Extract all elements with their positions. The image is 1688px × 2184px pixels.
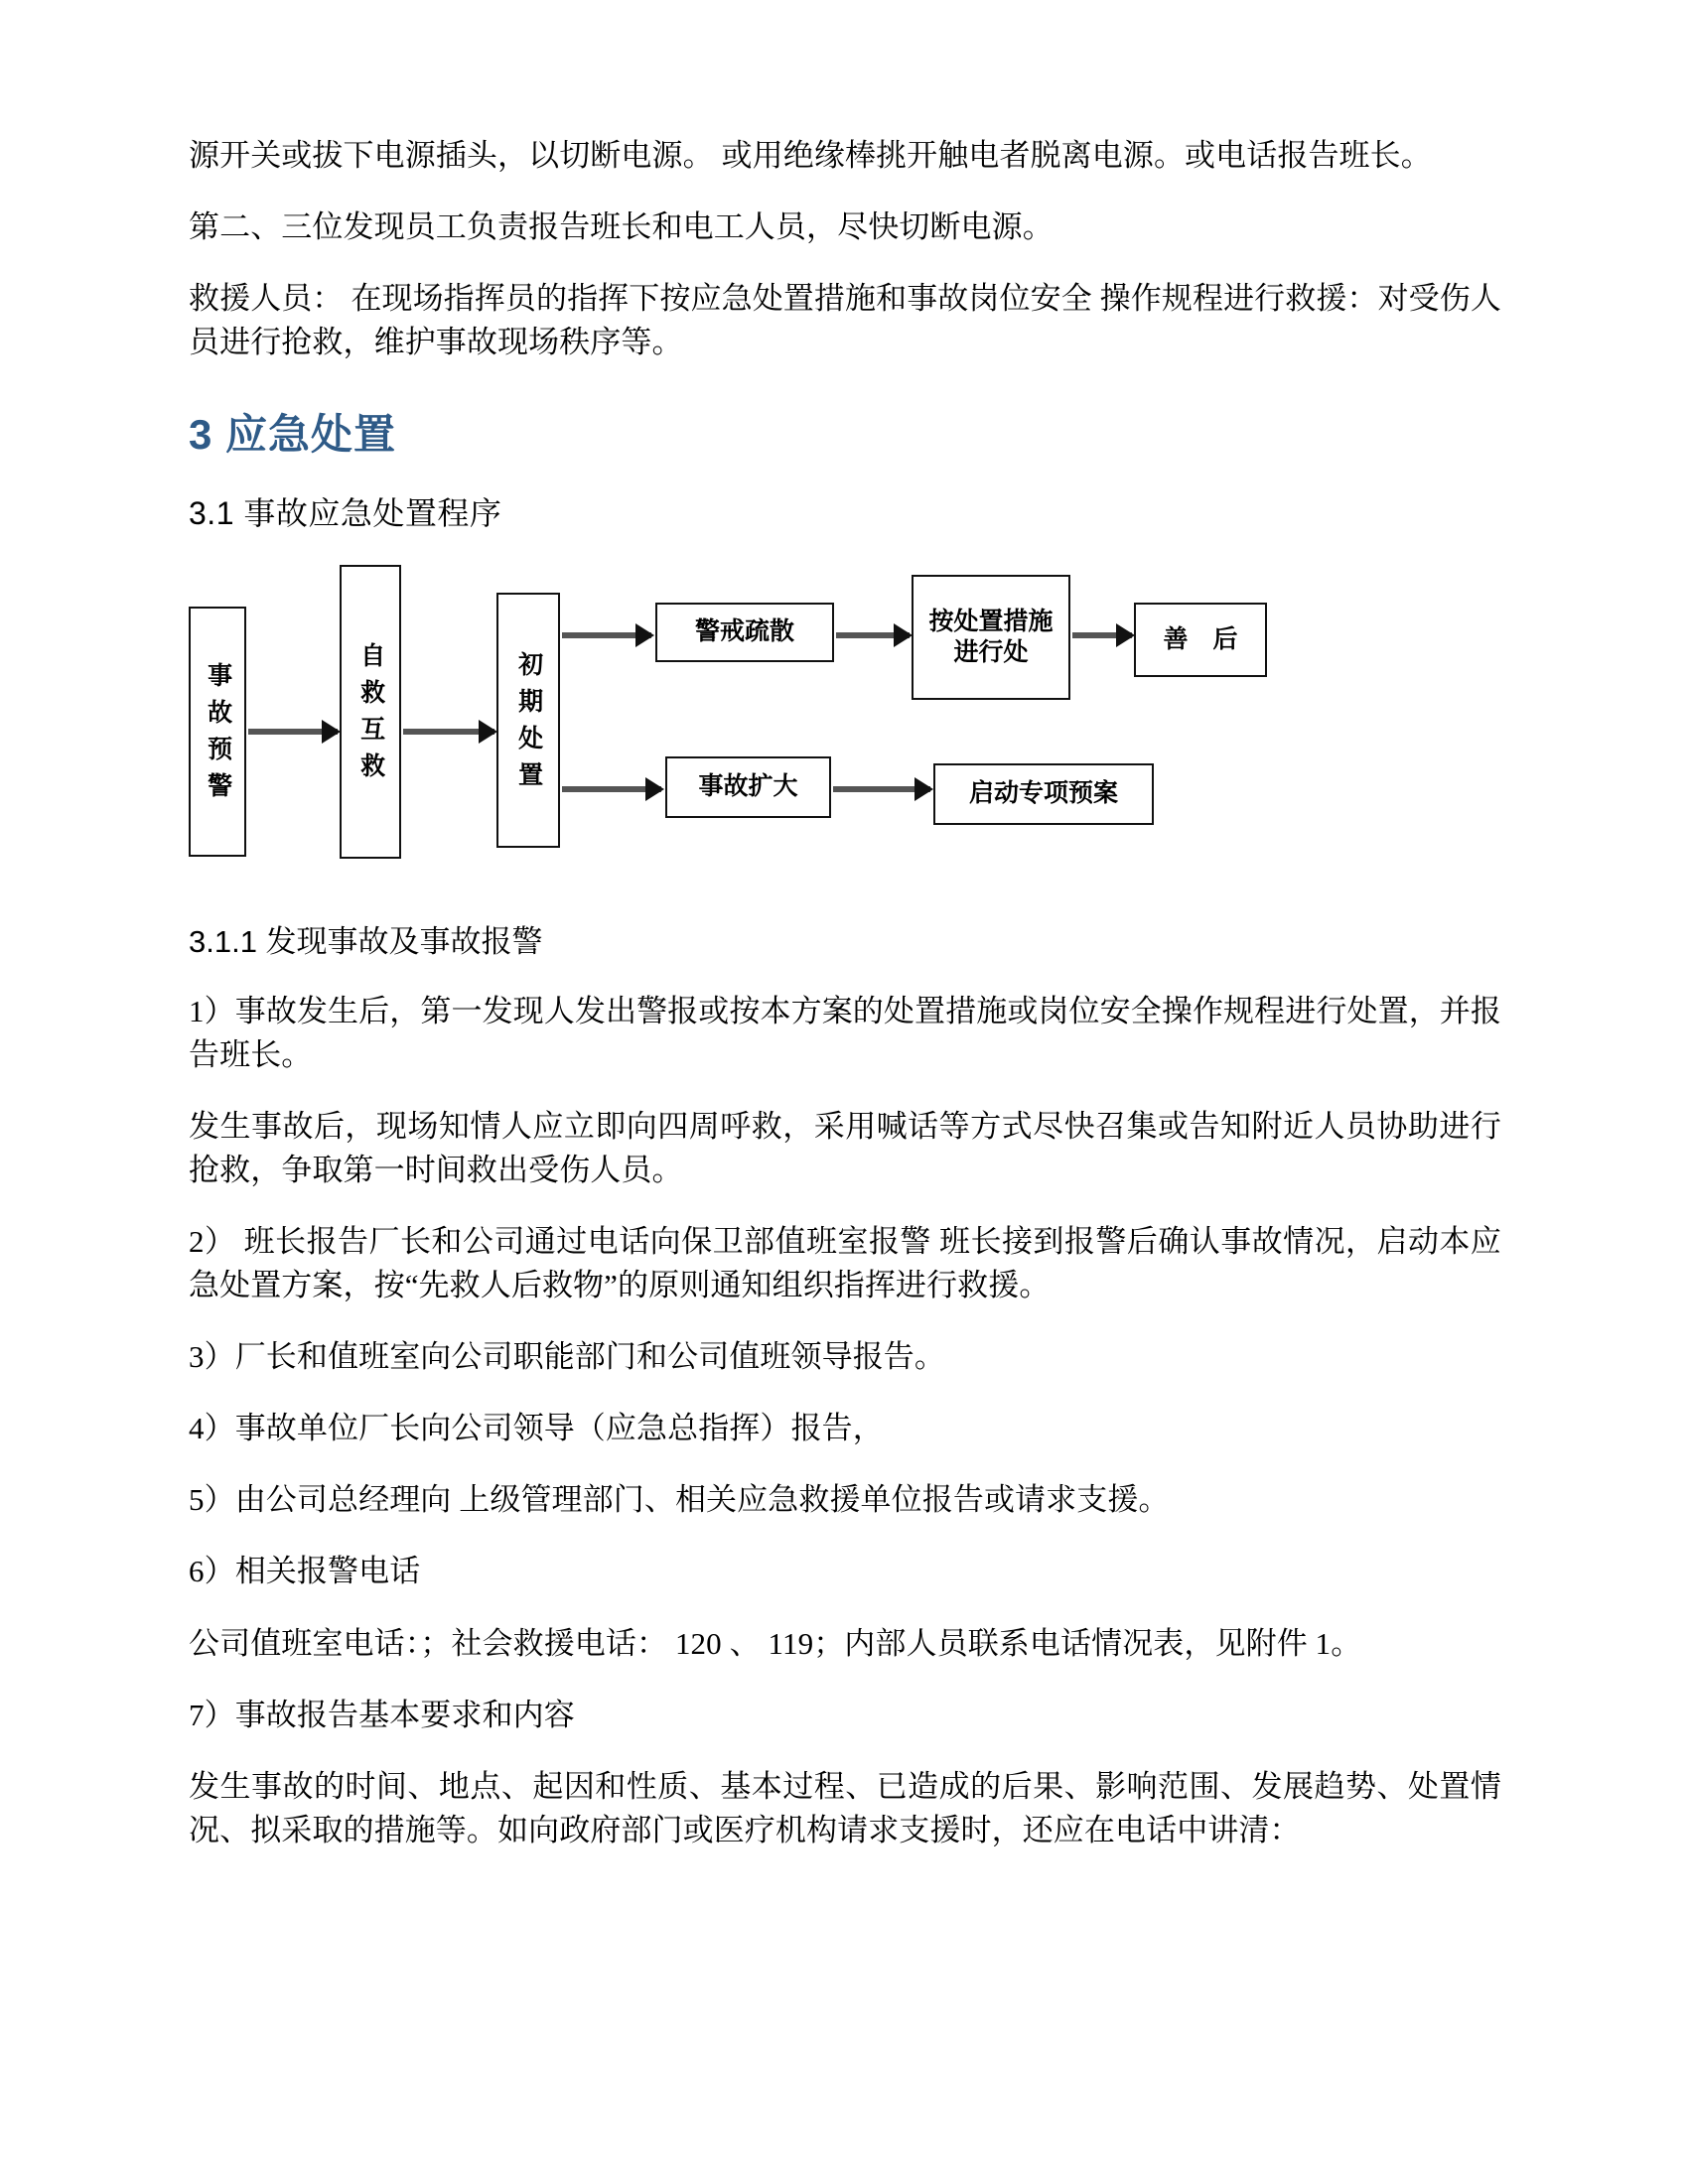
flow-arrow-initial-to-alert [562,632,651,638]
flow-node-accident-warning: 事故预警 [189,607,246,857]
page-content [189,134,1501,1880]
flow-arrow-expansion-to-plan [833,786,930,792]
paragraph-report-content: 发生事故的时间、地点、起因和性质、基本过程、已造成的后果、影响范围、发展趋势、处置情况、拟采取的措施等。如向政府部门或医疗机构请求支援时，还应在电话中讲清： [189,1768,1501,1847]
flow-node-self-mutual-rescue: 自救互救 [340,565,401,859]
paragraph-item-1: 1）事故发生后，第一发现人发出警报或按本方案的处置措施或岗位安全操作规程进行处置，并报告班长。 [189,994,1501,1073]
emergency-disposal-flowchart [189,565,1501,892]
flow-arrow-initial-to-expansion [562,786,661,792]
flow-node-accident-expansion: 事故扩大 [665,756,831,818]
paragraph-rescue-personnel: 救援人员： 在现场指挥员的指挥下按应急处置措施和事故岗位安全 操作规程进行救援：对受伤人员进行抢救，维护事故现场秩序等。 [189,281,1501,360]
heading-accident-procedure: 3.1 事故应急处置程序 [189,495,502,532]
paragraph-item-4: 4）事故单位厂长向公司领导（应急总指挥）报告， [189,1411,884,1446]
flow-node-initial-disposal: 初期处置 [496,593,560,848]
heading-discover-accident: 3.1.1 发现事故及事故报警 [189,924,543,960]
heading-number: 3 [189,411,213,459]
paragraph-item-3: 3）厂长和值班室向公司职能部门和公司值班领导报告。 [189,1339,945,1375]
paragraph-item-5: 5）由公司总经理向 上级管理部门、相关应急救援单位报告或请求支援。 [189,1482,1170,1518]
paragraph-item-7: 7）事故报告基本要求和内容 [189,1697,575,1732]
flow-node-launch-special-plan: 启动专项预案 [933,763,1154,825]
flow-arrow-measures-to-aftermath [1072,632,1132,638]
paragraph-item-2: 2） 班长报告厂长和公司通过电话向保卫部值班室报警 班长接到报警后确认事故情况，启动本应急处置方案，按“先救人后救物”的原则通知组织指挥进行救援。 [189,1224,1501,1303]
heading-title: 应急处置 [225,411,397,459]
paragraph-after-accident: 发生事故后，现场知情人应立即向四周呼救，采用喊话等方式尽快召集或告知附近人员协助进行抢救，争取第一时间救出受伤人员。 [189,1109,1501,1188]
flow-arrow-alert-to-measures [836,632,910,638]
paragraph-phone-numbers: 公司值班室电话：；社会救援电话： 120 、 119；内部人员联系电话情况表，见附件 1。 [189,1625,1362,1661]
flow-arrow-rescue-to-initial [403,729,494,735]
flow-node-aftermath: 善 后 [1134,603,1267,677]
flow-node-alert-evacuation: 警戒疏散 [655,603,834,662]
paragraph-power-cutoff: 源开关或拔下电源插头，以切断电源。 或用绝缘棒挑开触电者脱离电源。或电话报告班长。 [189,138,1432,173]
paragraph-report-duty: 第二、三位发现员工负责报告班长和电工人员，尽快切断电源。 [189,209,1054,245]
paragraph-item-6: 6）相关报警电话 [189,1554,421,1589]
flow-arrow-warning-to-rescue [248,729,338,735]
heading-emergency-disposal [189,410,1501,460]
flow-node-disposal-measures: 按处置措施进行处 [912,575,1070,700]
